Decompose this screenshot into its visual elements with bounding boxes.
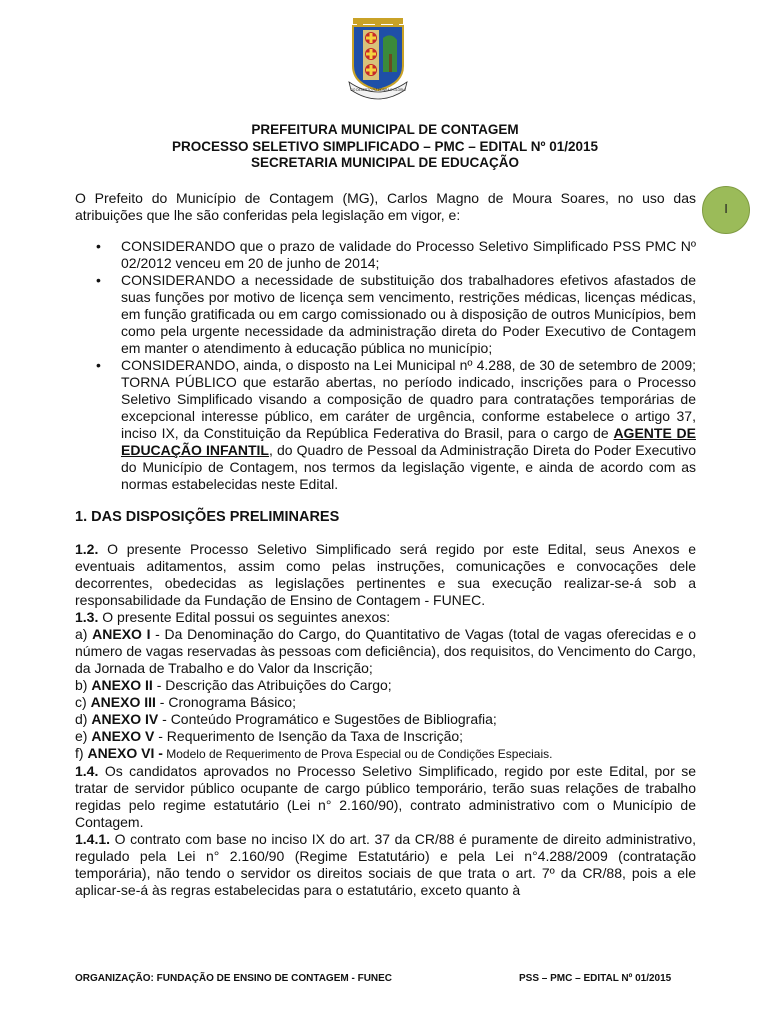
clause-text: O contrato com base no inciso IX do art. 37 da CR/88 é puramente de direito administrativo, regulado pela Lei n° 2.160/90 (Regime Estatutário) e pela Lei n°4.288/2009 (contratação temporária), não tendo o servidor os direitos sociais de que trata o art. 7º da CR/88, pois a ele aplicar-se-á às regras estabelecidas para o estatutário, exceto quanto à (75, 831, 696, 898)
annex-letter: b) (75, 677, 92, 693)
intro-paragraph: O Prefeito do Município de Contagem (MG), Carlos Magno de Moura Soares, no uso das atribuições que lhe são conferidas pela legislação em vigor, e: (75, 190, 696, 223)
annex-name: ANEXO I (92, 626, 151, 642)
clause-number: 1.3. (75, 609, 99, 625)
list-item (121, 357, 696, 493)
annex-desc: Modelo de Requerimento de Prova Especial ou de Condições Especiais. (162, 747, 553, 761)
considerando-text: , do Quadro de Pessoal da Administração Direta do Poder Executivo do Município de Contagem, nos termos da legislação vigente, e ainda de acordo com as normas estabelecidas neste Edital. (121, 442, 696, 492)
annex-desc: - Conteúdo Programático e Sugestões de Bibliografia; (158, 711, 497, 727)
crest-motto: DO DESERTO FIZ HONRA E GLÓRIA (350, 88, 406, 92)
page-marker-badge: I (702, 186, 750, 234)
annex-letter: e) (75, 728, 92, 744)
section-title: 1. DAS DISPOSIÇÕES PRELIMINARES (75, 509, 340, 525)
annex-letter: a) (75, 626, 93, 642)
annex-desc: - Requerimento de Isenção da Taxa de Inscrição; (154, 728, 464, 744)
clause-number: 1.4.1. (75, 831, 111, 847)
list-item: • CONSIDERANDO a necessidade de substituição dos trabalhadores efetivos afastados de suas funções por motivo de licença sem vencimento, restrições médicas, licenças médicas, em função gratificada ou em cargo comissionado ou à disposição de outros Municípios, bem como pela urgente necessidade da administração direta do Poder Executivo de Contagem em manter o atendimento à educação pública no município; (121, 272, 696, 357)
annex-desc: - Da Denominação do Cargo, do Quantitativo de Vagas (total de vagas oferecidas e o número de vagas reservadas às pessoas com deficiência), dos requisitos, do Vencimento do Cargo, da Jornada de Trabalho e do Valor da Inscrição; (75, 626, 697, 676)
annex-name: ANEXO II (91, 677, 153, 693)
annex-desc: - Descrição das Atribuições do Cargo; (152, 677, 392, 693)
annex-name: ANEXO V (91, 728, 155, 744)
list-item: • CONSIDERANDO que o prazo de validade do Processo Seletivo Simplificado PSS PMC Nº 02/2012 venceu em 20 de junho de 2014; (121, 238, 696, 272)
annex-item (75, 745, 696, 763)
annex-item (75, 677, 696, 694)
clause-number: 1.4. (75, 763, 99, 779)
annex-letter: f) (75, 745, 88, 761)
document-body (75, 190, 696, 899)
clause-1-4 (75, 763, 696, 831)
annex-name: ANEXO IV (91, 711, 159, 727)
footer-edital-reference: PSS – PMC – EDITAL Nº 01/2015 (519, 973, 672, 984)
clause-1-3 (75, 609, 696, 626)
annex-letter: d) (75, 711, 92, 727)
header-line-2: PROCESSO SELETIVO SIMPLIFICADO – PMC – EDITAL Nº 01/2015 (171, 138, 599, 154)
annex-name: ANEXO VI - (87, 745, 163, 761)
annex-item (75, 728, 696, 745)
municipal-coat-of-arms (347, 18, 409, 100)
clause-1-2 (75, 541, 696, 609)
clause-text: Os candidatos aprovados no Processo Seletivo Simplificado, regido por este Edital, por se tratar de servidor público ocupante de cargo público temporário, terão suas relações de trabalho regidas pelo regime estatutário (Lei n° 2.160/90), contrato administrativo com o Município de Contagem. (75, 763, 696, 830)
clause-text: O presente Processo Seletivo Simplificado será regido por este Edital, seus Anexos e eventuais aditamentos, assim como pelas instruções, comunicações e convocações dele decorrentes, obedecidas as legislações pertinentes e sua execução realizar-se-á sob a responsabilidade da Fundação de Ensino de Contagem - FUNEC. (75, 541, 696, 608)
header-line-3: SECRETARIA MUNICIPAL DE EDUCAÇÃO (250, 155, 519, 170)
clause-text: O presente Edital possui os seguintes anexos: (98, 609, 391, 625)
document-header (0, 122, 770, 172)
clause-1-4-1 (75, 831, 696, 899)
annex-item (75, 694, 696, 711)
considerandos-list (75, 238, 696, 493)
clause-number: 1.2. (75, 541, 99, 557)
cargo-name: AGENTE DE EDUCAÇÃO INFANTIL (121, 425, 696, 458)
annex-letter: c) (75, 694, 91, 710)
annex-desc: - Cronograma Básico; (155, 694, 296, 710)
header-line-1: PREFEITURA MUNICIPAL DE CONTAGEM (251, 122, 519, 137)
footer-organization: ORGANIZAÇÃO: FUNDAÇÃO DE ENSINO DE CONTAGEM - FUNEC (75, 973, 393, 984)
annex-item (75, 711, 696, 728)
annex-name: ANEXO III (90, 694, 156, 710)
considerando-text: CONSIDERANDO, ainda, o disposto na Lei Municipal nº 4.288, de 30 de setembro de 2009; TORNA PÚBLICO que estarão abertas, no período indicado, inscrições para o Processo Seletivo Simplificado visando a composição de quadro para contratações temporárias de excepcional interesse público, em caráter de urgência, conforme estabelece o artigo 37, inciso IX, da Constituição da República Federativa do Brasil, para o cargo de (121, 357, 696, 441)
annex-item (75, 626, 696, 677)
